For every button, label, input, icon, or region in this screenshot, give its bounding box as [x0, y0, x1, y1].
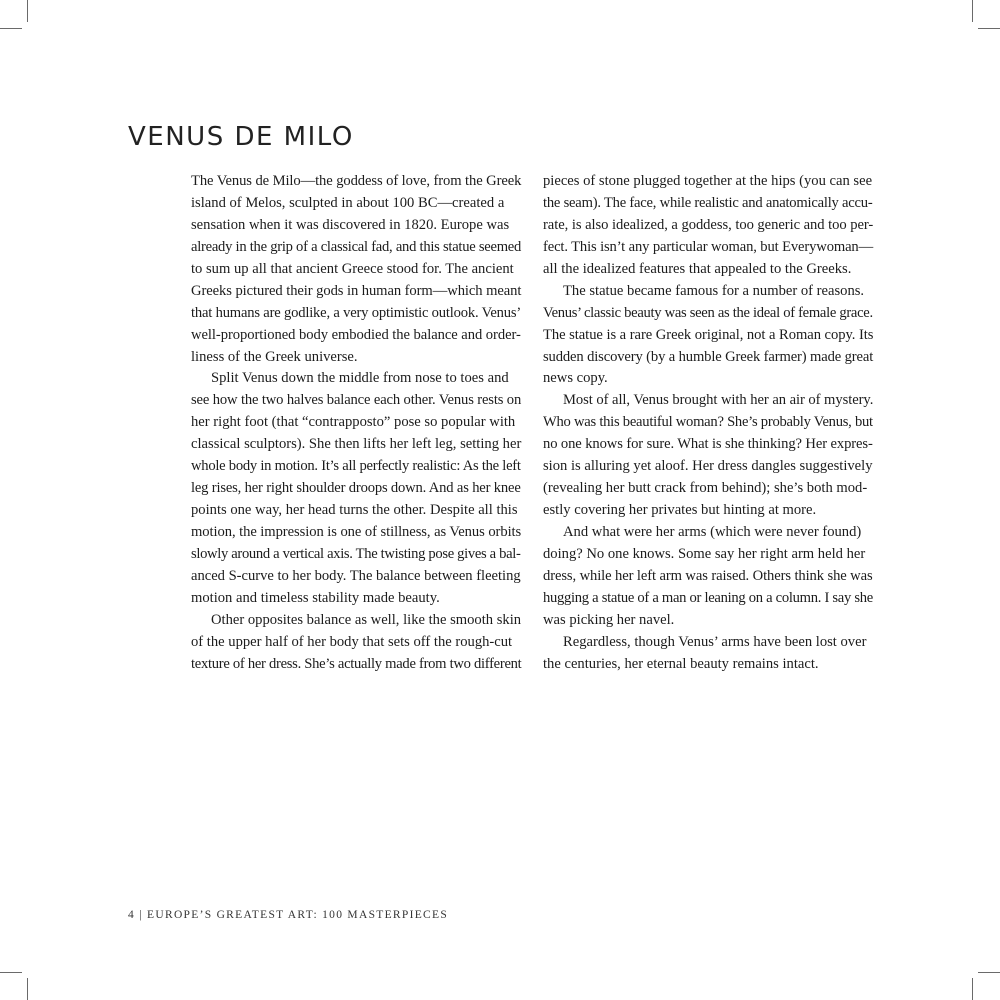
text-line: well-proportioned body embodied the balance and order- — [191, 326, 521, 343]
text-column-left — [191, 171, 521, 676]
text-line: whole body in motion. It’s all perfectly realistic: As the left — [191, 458, 521, 475]
running-footer — [128, 909, 448, 921]
text-line: liness of the Greek universe. — [191, 348, 358, 365]
text-line: Venus’ classic beauty was seen as the ideal of female grace. — [543, 304, 873, 321]
text-line: Greeks pictured their gods in human form—which meant — [191, 282, 522, 299]
text-line: the seam). The face, while realistic and anatomically accu- — [543, 194, 873, 211]
text-line: (revealing her butt crack from behind); she’s both mod- — [543, 480, 868, 497]
text-line: sudden discovery (by a humble Greek farmer) made great — [543, 348, 874, 365]
crop-mark-top-left — [27, 0, 28, 22]
crop-mark-bottom-right — [978, 972, 1000, 973]
text-line: dress, while her left arm was raised. Others think she was — [543, 567, 873, 584]
page-number: 4 — [128, 909, 136, 921]
text-line: estly covering her privates but hinting at more. — [543, 502, 817, 519]
text-line: The statue is a rare Greek original, not a Roman copy. Its — [543, 326, 874, 343]
text-line: hugging a statue of a man or leaning on a column. I say she — [543, 589, 873, 606]
text-line: all the idealized features that appealed to the Greeks. — [543, 260, 852, 277]
text-line: her right foot (that “contrapposto” pose so popular with — [191, 414, 516, 431]
text-line: of the upper half of her body that sets off the rough-cut — [191, 633, 513, 650]
text-line: motion and timeless stability made beauty. — [191, 589, 440, 606]
text-line: to sum up all that ancient Greece stood for. The ancient — [191, 260, 514, 277]
text-line: the centuries, her eternal beauty remains intact. — [543, 655, 819, 672]
text-line: texture of her dress. She’s actually made from two different — [191, 655, 522, 672]
text-line: pieces of stone plugged together at the hips (you can see — [543, 173, 873, 189]
text-line: The statue became famous for a number of reasons. — [563, 282, 865, 299]
text-line: Regardless, though Venus’ arms have been lost over — [563, 633, 867, 650]
text-line: sion is alluring yet aloof. Her dress dangles suggestively — [543, 458, 873, 475]
crop-mark-top-left — [0, 28, 22, 29]
text-line: Who was this beautiful woman? She’s probably Venus, but — [543, 414, 873, 431]
text-line: slowly around a vertical axis. The twisting pose gives a bal- — [191, 545, 521, 562]
page-title: VENUS DE MILO — [128, 122, 354, 152]
text-line: points one way, her head turns the other. Despite all this — [191, 502, 518, 519]
text-line: anced S-curve to her body. The balance between fleeting — [191, 567, 521, 584]
text-line: was picking her navel. — [543, 611, 675, 628]
book-title: EUROPE’S GREATEST ART: 100 MASTERPIECES — [147, 909, 449, 921]
text-line: sensation when it was discovered in 1820. Europe was — [191, 216, 510, 233]
crop-mark-top-right — [978, 28, 1000, 29]
footer-separator: | — [139, 909, 143, 921]
text-line: The Venus de Milo—the goddess of love, from the Greek — [191, 173, 522, 189]
text-line: doing? No one knows. Some say her right arm held her — [543, 545, 866, 562]
text-line: leg rises, her right shoulder droops down. And as her knee — [191, 480, 521, 497]
crop-mark-bottom-left — [0, 972, 22, 973]
text-column-right — [543, 171, 873, 676]
text-line: classical sculptors). She then lifts her left leg, setting her — [191, 436, 522, 453]
text-line: Most of all, Venus brought with her an air of mystery. — [563, 392, 874, 409]
text-line: island of Melos, sculpted in about 100 BC—created a — [191, 194, 505, 211]
text-line: fect. This isn’t any particular woman, but Everywoman— — [543, 238, 874, 255]
text-line: And what were her arms (which were never found) — [563, 524, 862, 540]
text-line: news copy. — [543, 370, 608, 387]
text-line: already in the grip of a classical fad, and this statue seemed — [191, 238, 522, 255]
text-line: Other opposites balance as well, like the smooth skin — [211, 611, 522, 628]
crop-mark-bottom-left — [27, 978, 28, 1000]
text-line: that humans are godlike, a very optimistic outlook. Venus’ — [191, 304, 522, 321]
text-line: see how the two halves balance each other. Venus rests on — [191, 392, 522, 409]
text-line: Split Venus down the middle from nose to toes and — [211, 370, 509, 387]
text-line: no one knows for sure. What is she thinking? Her expres- — [543, 436, 873, 453]
text-line: motion, the impression is one of stillness, as Venus orbits — [191, 524, 522, 540]
crop-mark-top-right — [972, 0, 973, 22]
text-line: rate, is also idealized, a goddess, too generic and too per- — [543, 216, 874, 233]
crop-mark-bottom-right — [972, 978, 973, 1000]
